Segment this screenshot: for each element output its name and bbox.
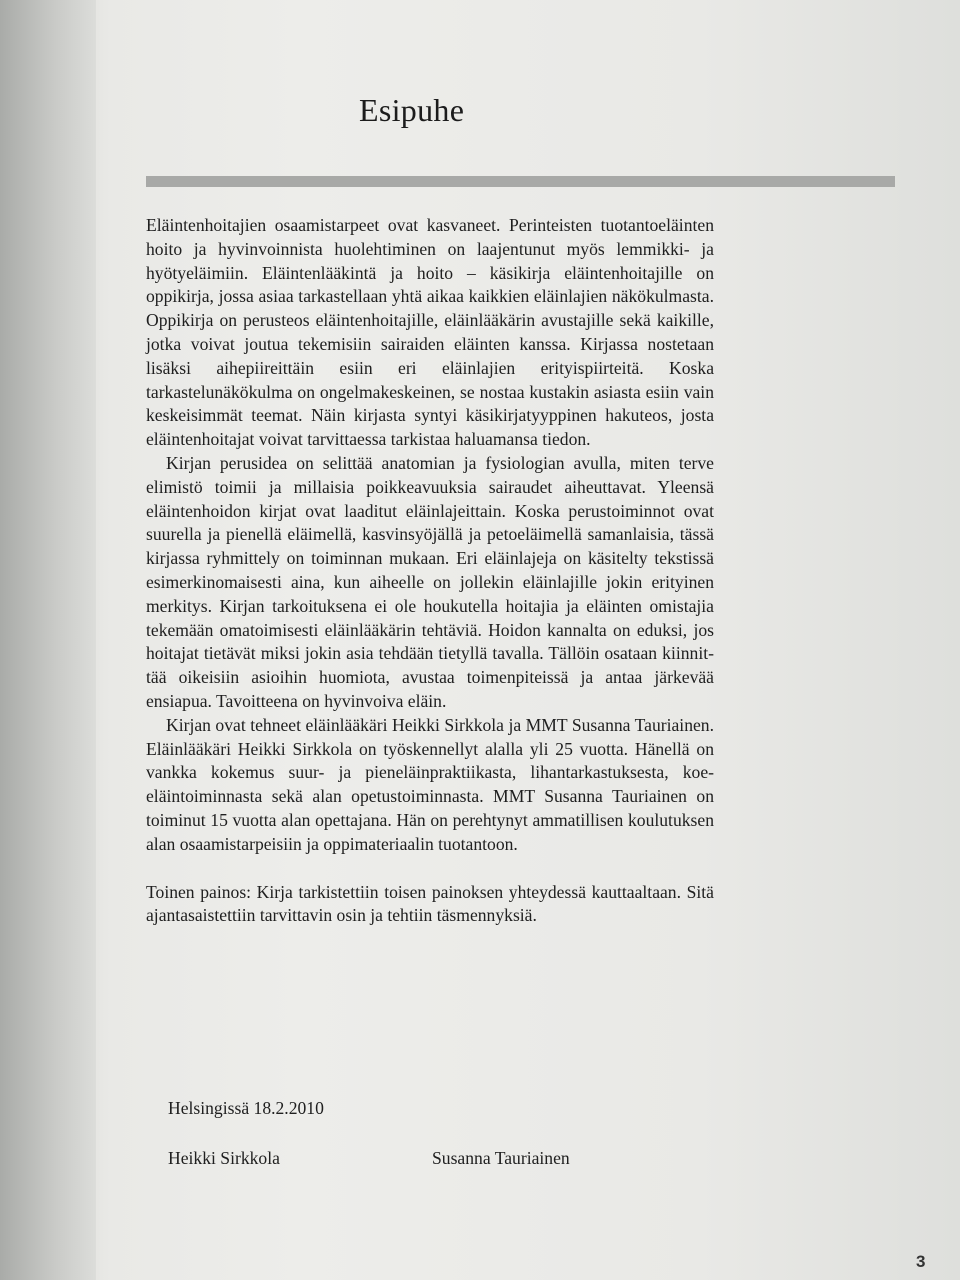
page-gutter	[0, 0, 96, 1280]
paragraph: Eläintenhoitajien osaamistarpeet ovat kasvaneet. Perinteisten tuotantoeläinten hoito ja hyvinvoinnista huolehtiminen on laajentunut myös lemmikki- ja hyötyeläimiin. Eläintenlääkintä ja hoito – käsikirja eläintenhoitajille on oppikirja, jossa asiaa tarkastellaan yhtä aikaa kaikkien eläinlajien näkökulmasta. Oppikirja on perusteos eläintenhoitajille, eläinlääkärin avustajille sekä kaikille, jotka voivat joutua tekemisiin sairaiden eläinten kanssa. Kirjassa nostetaan lisäksi aihepiireittäin esiin eri eläinlajien erityispiirteitä. Koska tarkastelunäkökulma on ongelmakeskeinen, se nostaa kustakin asiasta esiin vain keskeisimmät teemat. Näin kirjasta syntyi käsikirjatyyppinen hakuteos, josta eläintenhoitajat voivat tarvittaessa tarkistaa haluamansa tiedon.	[146, 215, 714, 450]
edition-note: Toinen painos: Kirja tarkistettiin toisen painoksen yhteydessä kauttaaltaan. Sitä ajantasaistettiin tarvittavin osin ja tehtiin täsmennyksiä.	[146, 881, 714, 926]
signature-author-1: Heikki Sirkkola	[168, 1148, 280, 1168]
page-number: 3	[916, 1252, 926, 1271]
title-rule	[146, 176, 895, 187]
paragraph: Kirjan perusidea on selittää anatomian ja fysiologian avulla, miten terve elimistö toimii ja millaisia poikkeavuuksia sairaudet aiheuttavat. Yleensä eläintenhoidon kirjat ovat laaditut eläinlajeittain. Koska perustoiminnot ovat suurella ja pienellä eläimellä, kasvinsyöjällä ja petoeläimellä samanlaisia, tässä kirjassa ryhmittely on toiminnan mukaan. Eri eläinlajeja on käsitelty tekstissä esimerkinomaisesti aina, kun aiheelle on jollekin eläinlajille jokin erityinen merkitys. Kirjan tarkoituksena ei ole houkutella hoitajia ja eläinten omistajia tekemään omatoimisesti eläinlääkärin tehtäviä. Hoidon kannalta on eduksi, jos hoitajat tietävät miksi jokin asia tehdään tietyllä tavalla. Tällöin osataan kiinnittää oikeisiin asioihin huomiota, avustaa toimenpiteissä ja antaa järkevää ensiapua. Tavoitteena on hyvinvoiva eläin.	[146, 452, 714, 711]
show-through-numbers	[880, 235, 920, 573]
signature-author-2: Susanna Tauriainen	[432, 1148, 570, 1168]
preface-body	[146, 214, 714, 928]
page-title: Esipuhe	[359, 92, 465, 128]
paragraph: Kirjan ovat tehneet eläinlääkäri Heikki Sirkkola ja MMT Susanna Tauriainen. Eläinlääkäri Heikki Sirkkola on työskennellyt alalla yli 25 vuotta. Hänellä on vankka kokemus suur- ja pieneläinpraktiikasta, lihantarkastuksesta, koe-eläintoiminnasta sekä alan opetustoiminnasta. MMT Susanna Tauriainen on toiminut 15 vuotta alan opettajana. Hän on perehtynyt ammatillisen koulutuksen alan osaamistarpeisiin ja oppimateriaalin tuotantoon.	[146, 714, 714, 854]
place-date: Helsingissä 18.2.2010	[168, 1098, 324, 1118]
